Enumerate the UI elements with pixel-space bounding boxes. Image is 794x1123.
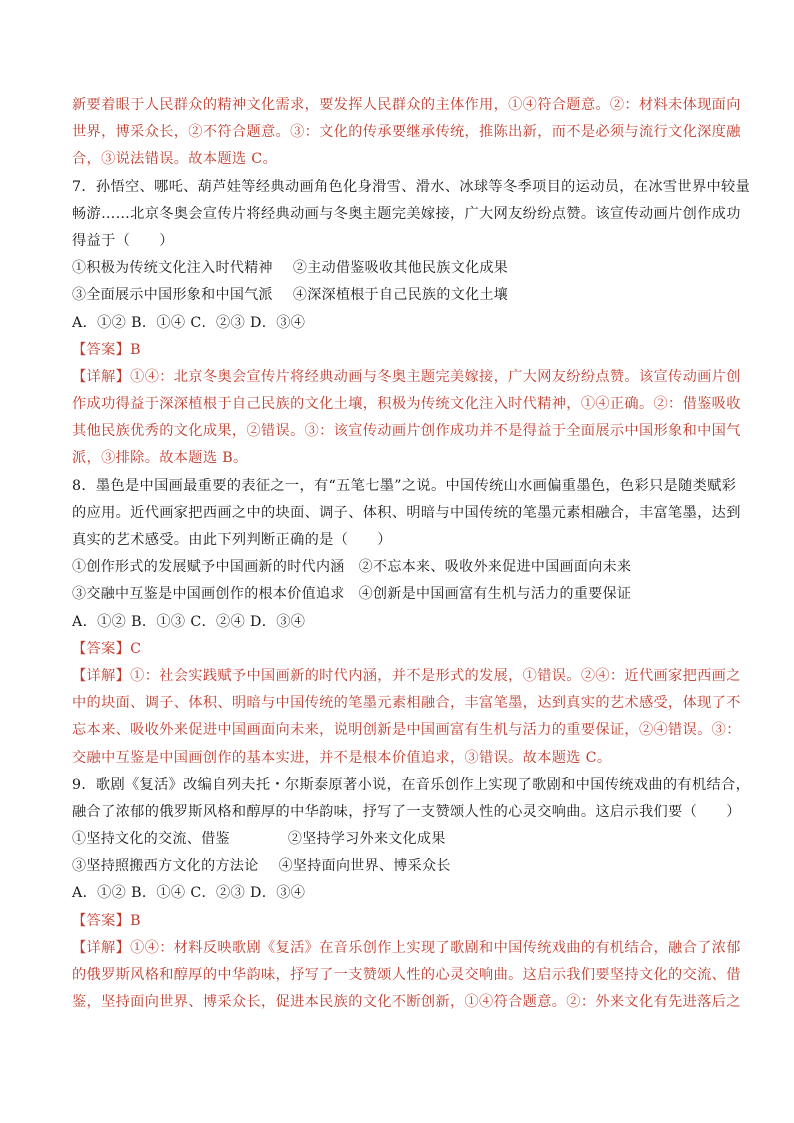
q8-choices: A．①② B．①③ C．②④ D．③④ [72, 613, 306, 630]
continuation-line-3: 合，③说法错误。故本题选 C。 [72, 151, 278, 168]
q8-options-row-1 [72, 554, 722, 581]
q9-options-row-2 [72, 853, 722, 880]
q9-answer [72, 908, 722, 935]
q7-option-2: ②主动借鉴吸收其他民族文化成果 [292, 260, 509, 277]
q8-option-2: ②不忘本来、吸收外来促进中国画面向未来 [358, 559, 632, 576]
continuation-line-2: 世界，博采众长，②不符合题意。③：文化的传承要继承传统，推陈出新，而不是必须与流行文化深度融 [72, 124, 741, 141]
detail-text: ①④：北京冬奥会宣传片将经典动画与冬奥主题完美嫁接，广大网友纷纷点赞。该宣传动画片创 [130, 368, 741, 385]
answer-value: B [130, 341, 141, 358]
q8-answer [72, 636, 722, 663]
detail-label: 【详解】 [72, 939, 131, 956]
q7-choices: A．①② B．①④ C．②③ D．③④ [72, 314, 306, 331]
q8-detail-line-2: 中的块面、调子、体积、明暗与中国传统的笔墨元素相融合，丰富笔墨，达到真实的艺术感受，体现了不 [72, 695, 741, 712]
q9-option-4: ④坚持面向世界、博采众长 [278, 858, 451, 875]
q8-stem-line-2: 的应用。近代画家把西画之中的块面、调子、体积、明暗与中国传统的笔墨元素相融合，丰富笔墨，达到 [72, 504, 741, 521]
answer-value: C [130, 640, 142, 657]
q9-stem-line-2: 融合了浓郁的俄罗斯风格和醇厚的中华韵味，抒写了一支赞颂人性的心灵交响曲。这启示我们要（ ） [72, 803, 741, 820]
q7-options-row-2 [72, 282, 722, 309]
q9-options-row-1 [72, 826, 722, 853]
q9-option-2: ②坚持学习外来文化成果 [287, 831, 446, 848]
detail-label: 【详解】 [72, 368, 131, 385]
q7-option-4: ④深深植根于自己民族的文化土壤 [292, 287, 509, 304]
q9-detail-line-2: 的俄罗斯风格和醇厚的中华韵味，抒写了一支赞颂人性的心灵交响曲。这启示我们要坚持文化的交流、借 [72, 967, 741, 983]
q7-option-1: ①积极为传统文化注入时代精神 [72, 260, 273, 277]
answer-value: B [130, 912, 141, 929]
q8-stem-line-1: 8．墨色是中国画最重要的表征之一，有“五笔七墨”之说。中国传统山水画偏重墨色，色彩只是随类赋彩 [72, 477, 737, 494]
q7-stem-line-3: 得益于（ ） [72, 232, 174, 249]
q7-stem-line-1: 7．孙悟空、哪吒、葫芦娃等经典动画角色化身滑雪、滑水、冰球等冬季项目的运动员，在冰雪世界中较量 [72, 178, 751, 195]
q7-detail-line-1 [72, 364, 741, 391]
q9-option-1: ①坚持文化的交流、借鉴 [72, 831, 230, 848]
document-page [72, 92, 751, 1016]
q7-option-3: ③全面展示中国形象和中国气派 [72, 287, 273, 304]
q7-answer [72, 337, 722, 364]
q8-option-4: ④创新是中国画富有生机与活力的重要保证 [358, 586, 632, 603]
q7-stem-line-2: 畅游……北京冬奥会宣传片将经典动画与冬奥主题完美嫁接，广大网友纷纷点赞。该宣传动画片创作成功 [72, 205, 741, 222]
q9-option-3: ③坚持照搬西方文化的方法论 [72, 858, 259, 875]
answer-label: 【答案】 [72, 341, 131, 358]
q8-detail-line-4: 交融中互鉴是中国画创作的基本实进，并不是根本价值追求，③错误。故本题选 C。 [72, 749, 612, 766]
q8-options-row-2 [72, 581, 722, 608]
answer-label: 【答案】 [72, 912, 131, 929]
q9-choices: A．①② B．①④ C．②③ D．③④ [72, 885, 306, 902]
q8-option-3: ③交融中互鉴是中国画创作的根本价值追求 [72, 586, 345, 603]
q9-stem-line-1: 9．歌剧《复活》改编自列夫托・尔斯泰原著小说，在音乐创作上实现了歌剧和中国传统戏曲的有机结合， [72, 776, 751, 793]
answer-label: 【答案】 [72, 640, 131, 657]
q7-detail-line-4: 派，③排除。故本题选 B。 [72, 450, 248, 467]
q7-detail-line-3: 其他民族优秀的文化成果，②错误。③：该宣传动画片创作成功并不是得益于全面展示中国形象和中国气 [72, 423, 741, 440]
q7-detail-line-2: 作成功得益于深深植根于自己民族的文化土壤，积极为传统文化注入时代精神，①④正确。②：借鉴吸收 [72, 396, 741, 413]
q8-detail-line-3: 忘本来、吸收外来促进中国画面向未来，说明创新是中国画富有生机与活力的重要保证，②④错误。③： [72, 722, 741, 739]
detail-text: ①④：材料反映歌剧《复活》在音乐创作上实现了歌剧和中国传统戏曲的有机结合，融合了浓郁 [130, 939, 741, 956]
q8-detail-line-1 [72, 663, 741, 690]
q8-stem-line-3: 真实的艺术感受。由此下列判断正确的是（ ） [72, 532, 392, 548]
detail-label: 【详解】 [72, 667, 131, 684]
q9-detail-line-3: 鉴，坚持面向世界、博采众长，促进本民族的文化不断创新，①④符合题意。②：外来文化有先进落后之 [72, 994, 741, 1011]
detail-text: ①：社会实践赋予中国画新的时代内涵，并不是形式的发展，①错误。②④：近代画家把西画之 [130, 667, 741, 684]
q8-option-1: ①创作形式的发展赋予中国画新的时代内涵 [72, 559, 345, 576]
continuation-line-1: 新要着眼于人民群众的精神文化需求，要发挥人民群众的主体作用，①④符合题意。②：材料未体现面向 [72, 97, 741, 113]
q9-detail-line-1 [72, 935, 741, 962]
q7-options-row-1 [72, 255, 722, 282]
